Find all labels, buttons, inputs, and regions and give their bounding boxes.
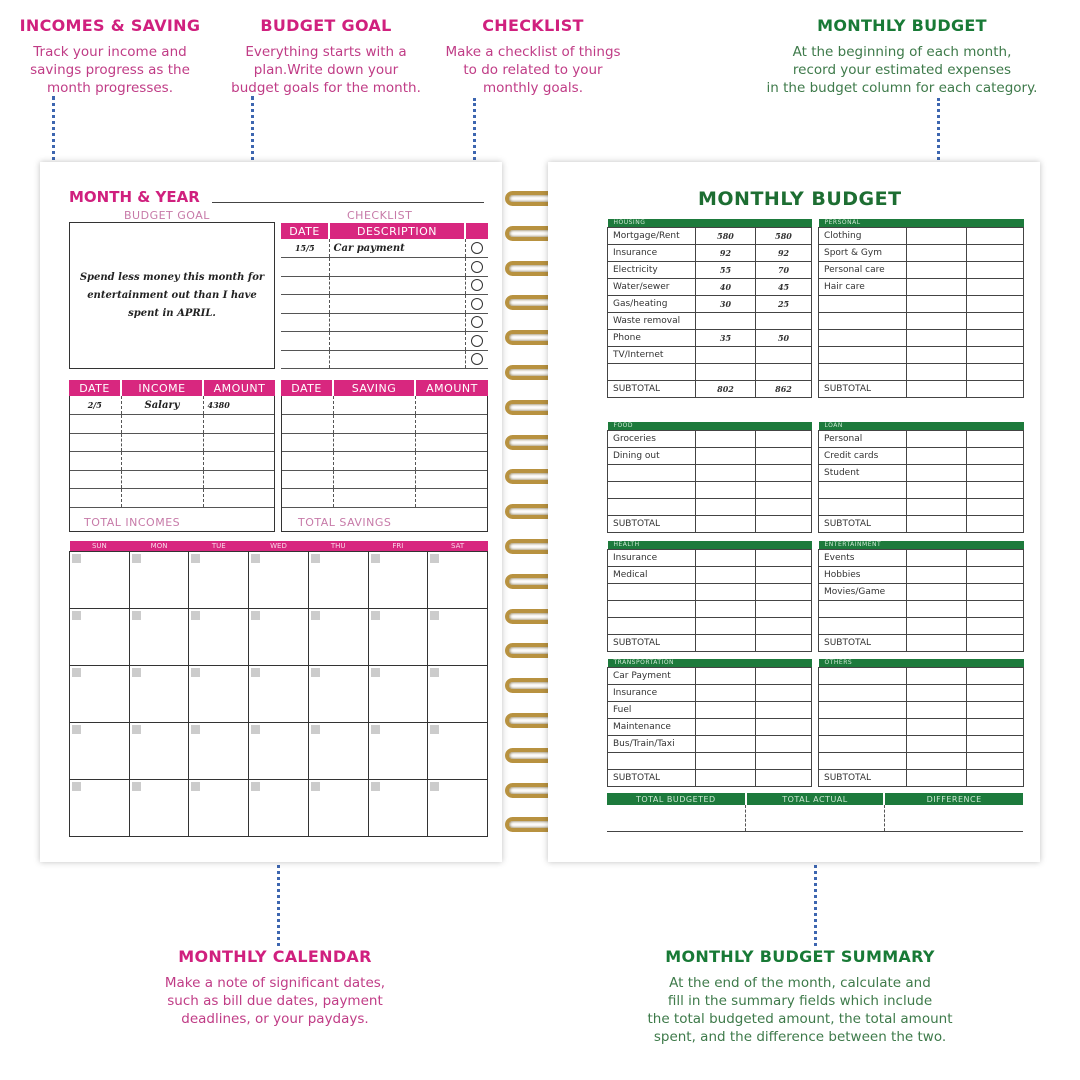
income-header-amount: AMOUNT <box>203 380 275 396</box>
calendar-day-cell[interactable] <box>428 608 488 665</box>
monthly-budget-title: MONTHLY BUDGET <box>698 188 902 210</box>
personal-header: PERSONAL <box>819 219 1024 227</box>
weekday-fri: FRI <box>368 541 428 551</box>
housing-table <box>607 219 812 398</box>
checklist-row <box>281 258 488 277</box>
calendar-week <box>70 665 488 722</box>
calendar-day-cell[interactable] <box>308 779 368 836</box>
subtotal-label: SUBTOTAL <box>608 769 696 786</box>
housing-row: Water/sewer 40 45 <box>608 278 812 295</box>
annotation-title: INCOMES & SAVING <box>19 16 201 35</box>
entertainment-header: ENTERTAINMENT <box>819 541 1024 549</box>
annotation-title: MONTHLY BUDGET SUMMARY <box>665 947 935 966</box>
weekday-mon: MON <box>129 541 189 551</box>
housing-row: Gas/heating 30 25 <box>608 295 812 312</box>
checkbox-circle[interactable] <box>471 261 483 273</box>
saving-header-saving: SAVING <box>333 380 415 396</box>
date-box <box>251 725 260 734</box>
date-box <box>72 611 81 620</box>
annotation-monthly-budget <box>742 16 1062 97</box>
health-header: HEALTH <box>608 541 812 549</box>
monthly-calendar <box>69 541 488 837</box>
housing-row: Mortgage/Rent 580 580 <box>608 227 812 244</box>
annotation-description: At the beginning of each month, record your estimated expenses in the budget column for each category. <box>766 44 1038 96</box>
date-box <box>430 611 439 620</box>
calendar-body <box>70 551 488 836</box>
summary-total-budgeted[interactable] <box>607 805 746 831</box>
calendar-week <box>70 779 488 836</box>
weekday-wed: WED <box>249 541 309 551</box>
transportation-table: TRANSPORTATION Car Payment Insurance Fuel Maintenance Bus/Train/Taxi SUBTOTAL <box>607 659 812 787</box>
calendar-day-cell[interactable] <box>428 779 488 836</box>
annotation-title: BUDGET GOAL <box>260 16 392 35</box>
date-box <box>72 725 81 734</box>
calendar-day-cell[interactable] <box>129 722 189 779</box>
calendar-day-cell[interactable] <box>189 779 249 836</box>
date-box <box>430 725 439 734</box>
budget-goal-text: Spend less money this month for entertainment out than I have spent in APRIL. <box>79 271 265 319</box>
checklist-row <box>281 295 488 314</box>
calendar-day-cell[interactable] <box>249 551 309 608</box>
month-year-label: MONTH & YEAR <box>69 188 200 206</box>
calendar-day-cell[interactable] <box>249 722 309 779</box>
calendar-day-cell[interactable] <box>428 551 488 608</box>
income-source[interactable]: Salary <box>121 396 203 415</box>
calendar-day-cell[interactable] <box>308 608 368 665</box>
checklist-label: CHECKLIST <box>347 209 413 222</box>
checklist-header-description: DESCRIPTION <box>329 223 465 239</box>
others-table <box>818 659 1024 787</box>
checklist-header-check <box>465 223 488 239</box>
budget-goal-label: BUDGET GOAL <box>124 209 210 222</box>
calendar-day-cell[interactable] <box>368 551 428 608</box>
annotation-description: Everything starts with a plan.Write down your budget goals for the month. <box>231 44 421 96</box>
date-box <box>251 611 260 620</box>
saving-header-amount: AMOUNT <box>415 380 488 396</box>
entertainment-table: ENTERTAINMENT Events Hobbies Movies/Game SUBTOTAL <box>818 541 1024 652</box>
summary-total-actual[interactable] <box>746 805 885 831</box>
date-box <box>191 782 200 791</box>
budget-goal-box[interactable] <box>69 222 275 369</box>
annotation-description: Make a note of significant dates, such as bill due dates, payment deadlines, or your paydays. <box>164 975 386 1027</box>
summary-header-total-budgeted: TOTAL BUDGETED <box>607 793 746 805</box>
calendar-day-cell[interactable] <box>428 665 488 722</box>
calendar-day-cell[interactable] <box>129 779 189 836</box>
subtotal-budget[interactable]: 802 <box>696 380 756 397</box>
annotation-title: MONTHLY CALENDAR <box>178 947 372 966</box>
date-box <box>191 668 200 677</box>
date-box <box>371 725 380 734</box>
food-header: FOOD <box>608 422 812 430</box>
housing-row: Phone 35 50 <box>608 329 812 346</box>
subtotal-actual[interactable]: 862 <box>756 380 812 397</box>
date-box <box>72 668 81 677</box>
others-header: OTHERS <box>819 659 1024 667</box>
housing-row: Insurance 92 92 <box>608 244 812 261</box>
date-box <box>371 668 380 677</box>
calendar-week <box>70 551 488 608</box>
checklist-row <box>281 332 488 351</box>
date-box <box>191 725 200 734</box>
weekday-tue: TUE <box>189 541 249 551</box>
calendar-day-cell[interactable] <box>129 665 189 722</box>
calendar-day-cell[interactable] <box>129 608 189 665</box>
date-box <box>311 725 320 734</box>
subtotal-label: SUBTOTAL <box>819 515 907 532</box>
annotation-calendar <box>120 947 430 1028</box>
date-box <box>371 782 380 791</box>
annotation-title: MONTHLY BUDGET <box>817 16 987 35</box>
saving-header-date: DATE <box>281 380 333 396</box>
weekday-sat: SAT <box>428 541 488 551</box>
calendar-day-cell[interactable] <box>129 551 189 608</box>
housing-row: Waste removal <box>608 312 812 329</box>
calendar-day-cell[interactable] <box>189 608 249 665</box>
calendar-day-cell[interactable] <box>249 608 309 665</box>
checklist-row <box>281 313 488 332</box>
date-box <box>191 554 200 563</box>
subtotal-label: SUBTOTAL <box>608 634 696 651</box>
annotation-description: At the end of the month, calculate and fill in the summary fields which include the total budgeted amount, the total amount spent, and the difference between the two. <box>647 975 953 1045</box>
calendar-week <box>70 608 488 665</box>
summary-header-difference: DIFFERENCE <box>884 793 1023 805</box>
date-box <box>72 782 81 791</box>
calendar-day-cell[interactable] <box>368 779 428 836</box>
date-box <box>132 611 141 620</box>
calendar-day-cell[interactable] <box>249 779 309 836</box>
subtotal-label: SUBTOTAL <box>608 515 696 532</box>
checklist-date[interactable]: 15/5 <box>281 239 329 258</box>
checklist-description[interactable]: Car payment <box>329 239 465 258</box>
calendar-day-cell[interactable] <box>70 608 130 665</box>
income-frame <box>69 396 275 532</box>
date-box <box>371 554 380 563</box>
transportation-header: TRANSPORTATION <box>608 659 812 667</box>
housing-row <box>608 363 812 380</box>
calendar-day-cell[interactable] <box>70 665 130 722</box>
date-box <box>430 782 439 791</box>
saving-frame <box>281 396 488 532</box>
checklist-row <box>281 276 488 295</box>
income-date[interactable]: 2/5 <box>69 396 121 415</box>
total-savings-label: TOTAL SAVINGS <box>298 516 392 529</box>
calendar-day-cell[interactable] <box>368 665 428 722</box>
date-box <box>132 668 141 677</box>
summary-header-total-actual: TOTAL ACTUAL <box>746 793 885 805</box>
checklist-row <box>281 239 488 258</box>
checkbox-circle[interactable] <box>471 353 483 365</box>
calendar-day-cell[interactable] <box>308 551 368 608</box>
checklist-header-date: DATE <box>281 223 329 239</box>
date-box <box>132 554 141 563</box>
calendar-day-cell[interactable] <box>308 665 368 722</box>
annotation-summary <box>598 947 1002 1046</box>
date-box <box>311 668 320 677</box>
calendar-day-cell[interactable] <box>368 608 428 665</box>
budget-summary-table <box>607 793 1023 832</box>
calendar-day-cell[interactable] <box>189 551 249 608</box>
checklist-row <box>281 350 488 369</box>
weekday-sun: SUN <box>70 541 130 551</box>
date-box <box>311 782 320 791</box>
date-box <box>191 611 200 620</box>
summary-difference[interactable] <box>884 805 1023 831</box>
subtotal-label: SUBTOTAL <box>819 634 907 651</box>
health-table: HEALTH Insurance Medical SUBTOTAL <box>607 541 812 652</box>
calendar-day-cell[interactable] <box>189 665 249 722</box>
checkbox-circle[interactable] <box>471 298 483 310</box>
calendar-week <box>70 722 488 779</box>
loan-table: LOAN Personal Credit cards Student SUBTOTAL <box>818 422 1024 533</box>
checkbox-circle[interactable] <box>471 279 483 291</box>
annotation-budget-goal <box>212 16 440 97</box>
annotation-checklist <box>428 16 638 97</box>
calendar-day-cell[interactable] <box>70 722 130 779</box>
annotation-description: Track your income and savings progress as the month progresses. <box>30 44 190 96</box>
income-header-income: INCOME <box>121 380 203 396</box>
annotation-title: CHECKLIST <box>482 16 584 35</box>
calendar-day-cell[interactable] <box>308 722 368 779</box>
date-box <box>132 725 141 734</box>
date-box <box>251 782 260 791</box>
calendar-day-cell[interactable] <box>428 722 488 779</box>
annotation-incomes <box>10 16 210 97</box>
calendar-day-cell[interactable] <box>70 779 130 836</box>
month-year-line <box>212 202 484 203</box>
checkbox-circle[interactable] <box>471 335 483 347</box>
date-box <box>311 554 320 563</box>
date-box <box>371 611 380 620</box>
personal-table: PERSONAL Clothing Sport & Gym Personal care Hair care SUBTOTAL <box>818 219 1024 398</box>
checklist-table <box>281 223 488 369</box>
subtotal-label: SUBTOTAL <box>819 769 907 786</box>
date-box <box>251 554 260 563</box>
calendar-day-cell[interactable] <box>70 551 130 608</box>
subtotal-label: SUBTOTAL <box>819 380 907 397</box>
date-box <box>72 554 81 563</box>
date-box <box>132 782 141 791</box>
weekday-thu: THU <box>308 541 368 551</box>
calendar-day-cell[interactable] <box>368 722 428 779</box>
subtotal-label: SUBTOTAL <box>608 380 696 397</box>
housing-subtotal-row <box>608 380 812 397</box>
date-box <box>251 668 260 677</box>
loan-header: LOAN <box>819 422 1024 430</box>
housing-row: Electricity 55 70 <box>608 261 812 278</box>
calendar-day-cell[interactable] <box>189 722 249 779</box>
food-table: FOOD Groceries Dining out SUBTOTAL <box>607 422 812 533</box>
date-box <box>430 554 439 563</box>
checkbox-circle[interactable] <box>471 242 483 254</box>
date-box <box>430 668 439 677</box>
checkbox-circle[interactable] <box>471 316 483 328</box>
housing-header: HOUSING <box>608 219 812 227</box>
date-box <box>311 611 320 620</box>
calendar-day-cell[interactable] <box>249 665 309 722</box>
income-amount[interactable]: 4380 <box>203 396 275 415</box>
income-header-date: DATE <box>69 380 121 396</box>
total-incomes-label: TOTAL INCOMES <box>84 516 181 529</box>
annotation-description: Make a checklist of things to do related to your monthly goals. <box>445 44 621 96</box>
housing-row: TV/Internet <box>608 346 812 363</box>
